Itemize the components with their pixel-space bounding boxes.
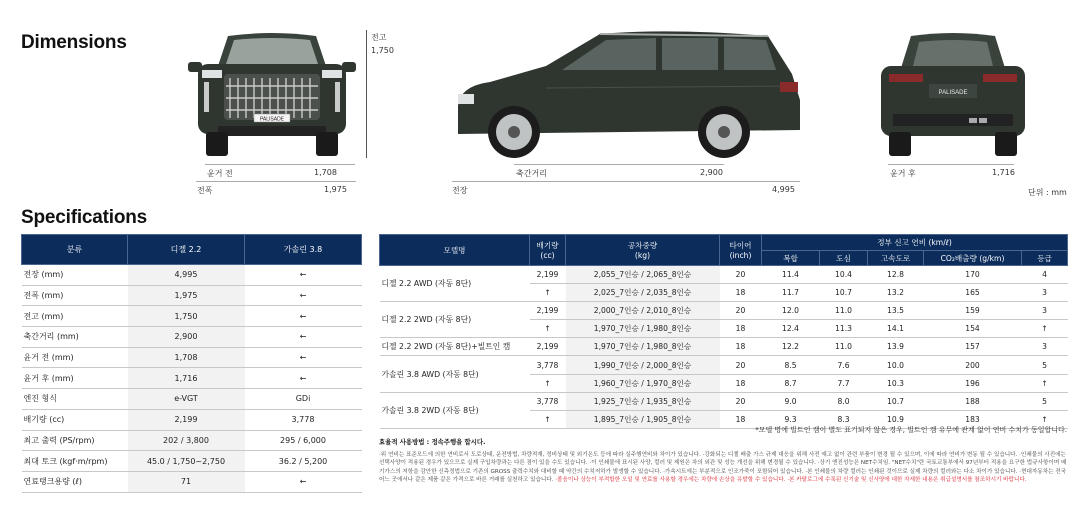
height-dimension-line xyxy=(366,30,367,158)
spec-row-label: 전고 (mm) xyxy=(22,306,128,327)
length-label: 전장 xyxy=(452,186,468,195)
fuel-cell-highway: 13.5 xyxy=(868,302,924,320)
spec-row xyxy=(22,265,362,286)
fuel-row xyxy=(380,338,1068,356)
spec-cell-gasoline: ← xyxy=(245,306,362,327)
rear-tread-line xyxy=(888,164,1014,165)
spec-row-label: 배기량 (cc) xyxy=(22,409,128,430)
fuel-cell-tire: 20 xyxy=(720,266,762,284)
fuel-cell-tire: 18 xyxy=(720,320,762,338)
front-tread-value: 1,708 xyxy=(314,168,337,177)
dimensions-heading: Dimensions xyxy=(21,32,127,53)
width-line xyxy=(196,181,356,182)
fuel-cell-weight: 1,990_7인승 / 2,000_8인승 xyxy=(566,356,720,374)
fuel-row xyxy=(380,356,1068,374)
spec-row-label: 전장 (mm) xyxy=(22,265,128,286)
fuel-cell-highway: 13.9 xyxy=(868,338,924,356)
length-value: 4,995 xyxy=(772,185,795,194)
fuel-cell-tire: 18 xyxy=(720,338,762,356)
spec-cell-diesel: 2,199 xyxy=(128,409,245,430)
fuel-cell-highway: 10.7 xyxy=(868,392,924,410)
fuel-cell-weight: 2,055_7인승 / 2,065_8인승 xyxy=(566,266,720,284)
fuel-cell-cc: ↑ xyxy=(530,374,566,392)
spec-row xyxy=(22,451,362,472)
fuel-cell-combined: 8.7 xyxy=(762,374,820,392)
spec-row-label: 윤거 후 (mm) xyxy=(22,368,128,389)
spec-cell-diesel: 4,995 xyxy=(128,265,245,286)
fuel-cell-grade: 3 xyxy=(1022,338,1068,356)
fuel-cell-grade: ↑ xyxy=(1022,320,1068,338)
wheelbase-label: 축간거리 xyxy=(516,169,547,178)
front-tread-line xyxy=(205,164,355,165)
fuel-header-displacement: 배기량 (cc) xyxy=(530,235,566,266)
notes-body: ·위 연비는 표준모드에 의한 연비로서 도로상태, 운전방법, 차량적재, 정비상태 및 외기온도 등에 따라 실주행연비와 차이가 있습니다. ·강화되는 디젤 배출 가스 규제 대응을 위해 사전 예고 없이 관련 부품이 변경 될 수 있으며, 이에 따라 연비가 변동 될 수 있습니다. ·인쇄물의 사진에는 선택사양이 적용된 경우가 있으므로 실제 구입차량과는 다른 점이 있을 수도 있습니다. ·이 인쇄물에 표시된 사양, 컬러 및 제원은 차의 외관 및 성능 개선을 위해 변경될 수 있습니다. ·상기 엔진성능은 NET수치임. "NET수치"란 국토교통부에서 97년부터 적용을 요구한 법규사항이며 배기가스의 저항을 감안한 신측정법으로 기존의 GROSS 출력수치와 대비할 때 약간의 수치저하가 발생할 수 있습니다. ·가속시트에는 부분적으로 인조가죽이 포함되어 있습니다. ·본 인쇄물의 차량 컬러는 인쇄된 것이므로 실제 차량의 컬러와는 다소 차이가 있습니다. ·현대자동차는 전국 어느 곳에서나 같은 제품 같은 가격으로 바른 거래를 실천하고 있습니다. xyxy=(379,451,1067,484)
fuel-cell-co2: 157 xyxy=(924,338,1022,356)
spec-cell-diesel: 202 / 3,800 xyxy=(128,430,245,451)
spec-row-label: 축간거리 (mm) xyxy=(22,327,128,348)
fuel-cell-tire: 18 xyxy=(720,410,762,428)
fuel-cell-cc: 3,778 xyxy=(530,392,566,410)
usage-notes xyxy=(379,438,1069,485)
spec-row xyxy=(22,327,362,348)
rear-tread-value: 1,716 xyxy=(992,168,1015,177)
spec-cell-diesel: 2,900 xyxy=(128,327,245,348)
car-rear-view xyxy=(873,28,1033,158)
specifications-heading: Specifications xyxy=(21,207,148,228)
spec-cell-gasoline: ← xyxy=(245,471,362,492)
fuel-header-highway: 고속도로 xyxy=(868,251,924,266)
fuel-cell-tire: 20 xyxy=(720,302,762,320)
notes-warning: ·졸음이나 상능이 부적합한 오일 및 연료를 사용할 경우에는 차량에 손상을 유발할 수 있습니다. ·본 카탈로그에 수록된 신기술 및 신사양에 대한 자세한 내용은 취급설명서를 참조하시기 바랍니다. xyxy=(555,477,1027,484)
fuel-cell-grade: 5 xyxy=(1022,356,1068,374)
fuel-cell-grade: 5 xyxy=(1022,392,1068,410)
fuel-row xyxy=(380,302,1068,320)
spec-cell-diesel: 45.0 / 1,750~2,750 xyxy=(128,451,245,472)
spec-cell-gasoline: 295 / 6,000 xyxy=(245,430,362,451)
wheelbase-value: 2,900 xyxy=(700,168,723,177)
spec-header-diesel: 디젤 2.2 xyxy=(128,235,245,265)
fuel-header-weight: 공차중량 (kg) xyxy=(566,235,720,266)
spec-row xyxy=(22,306,362,327)
fuel-cell-city: 8.0 xyxy=(820,392,868,410)
fuel-cell-weight: 2,000_7인승 / 2,010_8인승 xyxy=(566,302,720,320)
spec-cell-gasoline: ← xyxy=(245,265,362,286)
fuel-cell-highway: 13.2 xyxy=(868,284,924,302)
fuel-cell-co2: 196 xyxy=(924,374,1022,392)
spec-cell-gasoline: GDi xyxy=(245,389,362,410)
spec-row-label: 연료탱크용량 (ℓ) xyxy=(22,471,128,492)
fuel-header-grade: 등급 xyxy=(1022,251,1068,266)
fuel-model-cell: 디젤 2.2 2WD (자동 8단) xyxy=(380,302,530,338)
fuel-cell-weight: 1,970_7인승 / 1,980_8인승 xyxy=(566,320,720,338)
height-label: 전고 xyxy=(371,33,387,42)
spec-header-category: 분류 xyxy=(22,235,128,265)
fuel-header-combined: 복합 xyxy=(762,251,820,266)
fuel-header-tire: 타이어 (inch) xyxy=(720,235,762,266)
fuel-model-cell: 디젤 2.2 AWD (자동 8단) xyxy=(380,266,530,302)
spec-row xyxy=(22,471,362,492)
spec-cell-gasoline: 36.2 / 5,200 xyxy=(245,451,362,472)
fuel-cell-cc: 2,199 xyxy=(530,266,566,284)
fuel-cell-highway: 10.9 xyxy=(868,410,924,428)
height-value: 1,750 xyxy=(371,46,394,55)
spec-cell-gasoline: 3,778 xyxy=(245,409,362,430)
fuel-model-cell: 가솔린 3.8 AWD (자동 8단) xyxy=(380,356,530,392)
spec-row-label: 엔진 형식 xyxy=(22,389,128,410)
fuel-cell-grade: 4 xyxy=(1022,266,1068,284)
notes-title: 효율적 사용방법 : 정속주행을 합시다. xyxy=(379,438,486,446)
spec-row xyxy=(22,389,362,410)
specifications-table xyxy=(21,234,362,493)
spec-row-label: 최고 출력 (PS/rpm) xyxy=(22,430,128,451)
fuel-efficiency-table xyxy=(379,234,1068,429)
fuel-cell-highway: 14.1 xyxy=(868,320,924,338)
spec-row-label: 최대 토크 (kgf·m/rpm) xyxy=(22,451,128,472)
car-front-view xyxy=(188,28,356,158)
width-label: 전폭 xyxy=(197,186,213,195)
spec-cell-diesel: 1,716 xyxy=(128,368,245,389)
fuel-cell-co2: 170 xyxy=(924,266,1022,284)
spec-row-label: 윤거 전 (mm) xyxy=(22,347,128,368)
spec-cell-diesel: 71 xyxy=(128,471,245,492)
fuel-cell-co2: 154 xyxy=(924,320,1022,338)
fuel-header-model: 모델명 xyxy=(380,235,530,266)
fuel-cell-co2: 188 xyxy=(924,392,1022,410)
fuel-cell-combined: 9.3 xyxy=(762,410,820,428)
fuel-cell-combined: 12.2 xyxy=(762,338,820,356)
rear-tread-label: 윤거 후 xyxy=(890,169,916,178)
front-tread-label: 윤거 전 xyxy=(207,169,233,178)
fuel-cell-grade: ↑ xyxy=(1022,410,1068,428)
length-line xyxy=(452,181,800,182)
spec-cell-diesel: 1,975 xyxy=(128,285,245,306)
spec-cell-diesel: 1,708 xyxy=(128,347,245,368)
fuel-model-cell: 디젤 2.2 2WD (자동 8단)+빌트인 캠 xyxy=(380,338,530,356)
fuel-cell-highway: 10.3 xyxy=(868,374,924,392)
unit-label: 단위 : mm xyxy=(1028,188,1067,197)
width-value: 1,975 xyxy=(324,185,347,194)
fuel-cell-city: 10.4 xyxy=(820,266,868,284)
fuel-cell-highway: 10.0 xyxy=(868,356,924,374)
fuel-cell-city: 7.6 xyxy=(820,356,868,374)
fuel-cell-city: 7.7 xyxy=(820,374,868,392)
fuel-cell-tire: 20 xyxy=(720,392,762,410)
fuel-model-cell: 가솔린 3.8 2WD (자동 8단) xyxy=(380,392,530,428)
fuel-cell-weight: 1,925_7인승 / 1,935_8인승 xyxy=(566,392,720,410)
spec-cell-gasoline: ← xyxy=(245,285,362,306)
fuel-cell-combined: 12.0 xyxy=(762,302,820,320)
fuel-header-co2: CO₂배출량 (g/km) xyxy=(924,251,1022,266)
spec-row xyxy=(22,430,362,451)
spec-row xyxy=(22,285,362,306)
fuel-cell-cc: 2,199 xyxy=(530,338,566,356)
spec-row xyxy=(22,409,362,430)
fuel-cell-co2: 183 xyxy=(924,410,1022,428)
fuel-cell-cc: ↑ xyxy=(530,284,566,302)
rear-badge-text: PALISADE xyxy=(938,90,968,96)
fuel-cell-weight: 1,895_7인승 / 1,905_8인승 xyxy=(566,410,720,428)
car-side-view xyxy=(450,26,806,160)
fuel-cell-cc: ↑ xyxy=(530,410,566,428)
fuel-cell-grade: ↑ xyxy=(1022,374,1068,392)
spec-cell-gasoline: ← xyxy=(245,368,362,389)
fuel-cell-cc: ↑ xyxy=(530,320,566,338)
fuel-row xyxy=(380,266,1068,284)
fuel-cell-combined: 11.7 xyxy=(762,284,820,302)
spec-row xyxy=(22,347,362,368)
fuel-cell-grade: 3 xyxy=(1022,302,1068,320)
fuel-cell-tire: 20 xyxy=(720,356,762,374)
spec-header-gasoline: 가솔린 3.8 xyxy=(245,235,362,265)
fuel-cell-cc: 2,199 xyxy=(530,302,566,320)
fuel-cell-city: 10.7 xyxy=(820,284,868,302)
fuel-cell-weight: 1,960_7인승 / 1,970_8인승 xyxy=(566,374,720,392)
front-plate-text: PALISADE xyxy=(259,116,285,123)
fuel-cell-tire: 18 xyxy=(720,284,762,302)
fuel-cell-highway: 12.8 xyxy=(868,266,924,284)
wheelbase-line xyxy=(514,164,724,165)
fuel-header-official: 정부 신고 연비 (km/ℓ) xyxy=(762,235,1068,251)
fuel-cell-co2: 165 xyxy=(924,284,1022,302)
fuel-cell-cc: 3,778 xyxy=(530,356,566,374)
fuel-row xyxy=(380,392,1068,410)
fuel-cell-city: 11.3 xyxy=(820,320,868,338)
spec-cell-diesel: e-VGT xyxy=(128,389,245,410)
fuel-cell-weight: 1,970_7인승 / 1,980_8인승 xyxy=(566,338,720,356)
fuel-cell-combined: 8.5 xyxy=(762,356,820,374)
spec-cell-diesel: 1,750 xyxy=(128,306,245,327)
fuel-cell-combined: 11.4 xyxy=(762,266,820,284)
fuel-footnote: *모델 명에 빌트인 캠이 별도 표기되지 않은 경우, 빌트인 캠 유무에 관계 없이 연비 수치가 동일합니다. xyxy=(755,426,1067,434)
fuel-cell-co2: 159 xyxy=(924,302,1022,320)
fuel-cell-co2: 200 xyxy=(924,356,1022,374)
fuel-cell-combined: 9.0 xyxy=(762,392,820,410)
spec-row-label: 전폭 (mm) xyxy=(22,285,128,306)
spec-cell-gasoline: ← xyxy=(245,327,362,348)
fuel-cell-city: 11.0 xyxy=(820,302,868,320)
fuel-cell-city: 11.0 xyxy=(820,338,868,356)
fuel-cell-combined: 12.4 xyxy=(762,320,820,338)
fuel-cell-grade: 3 xyxy=(1022,284,1068,302)
fuel-header-city: 도심 xyxy=(820,251,868,266)
fuel-cell-weight: 2,025_7인승 / 2,035_8인승 xyxy=(566,284,720,302)
fuel-cell-tire: 18 xyxy=(720,374,762,392)
fuel-cell-city: 8.3 xyxy=(820,410,868,428)
spec-row xyxy=(22,368,362,389)
spec-cell-gasoline: ← xyxy=(245,347,362,368)
